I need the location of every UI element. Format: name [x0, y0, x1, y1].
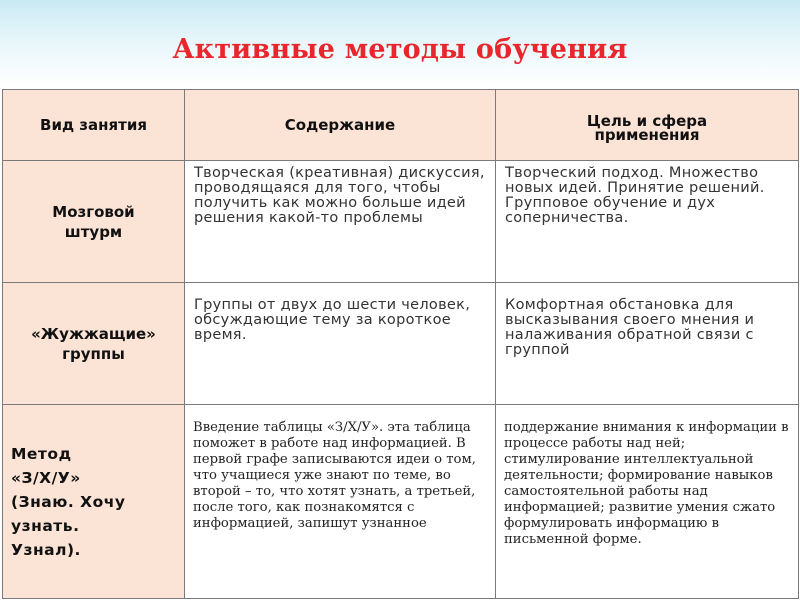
table-row — [3, 283, 799, 405]
page-title: Активные методы обучения — [172, 34, 628, 65]
methods-table — [2, 89, 799, 599]
header-type: Вид занятия — [3, 90, 185, 161]
row-goal-cell: поддержание внимания к информации в процессе работы над ней; стимулирование интеллектуальной деятельности; формирование навыков самостоятельной работы над информацией; развитие умения сжато формулировать информацию в письменной форме. — [496, 405, 799, 599]
table-row — [3, 161, 799, 283]
row-type-cell: Мозговой штурм — [3, 161, 185, 283]
row-content-cell: Творческая (креативная) дискуссия, проводящаяся для того, чтобы получить как можно больше идей решения какой-то проблемы — [185, 161, 496, 283]
row-content-cell: Группы от двух до шести человек, обсуждающие тему за короткое время. — [185, 283, 496, 405]
row-type-cell: Метод «З/Х/У» (Знаю. Хочу узнать. Узнал). — [3, 405, 185, 599]
row-goal-cell: Комфортная обстановка для высказывания своего мнения и налаживания обратной связи с группой — [496, 283, 799, 405]
table-row — [3, 405, 799, 599]
header-content: Содержание — [185, 90, 496, 161]
row-type-cell: «Жужжащие» группы — [3, 283, 185, 405]
header-goal: Цель и сфера применения — [496, 90, 799, 161]
row-content-cell: Введение таблицы «З/Х/У». эта таблица поможет в работе над информацией. В первой графе записываются идеи о том, что учащиеся уже знают по теме, во второй – то, что хотят узнать, а третьей, после того, как познакомятся с информацией, запишут узнанное — [185, 405, 496, 599]
table-header-row — [3, 90, 799, 161]
row-goal-cell: Творческий подход. Множество новых идей. Принятие решений. Групповое обучение и дух соперничества. — [496, 161, 799, 283]
